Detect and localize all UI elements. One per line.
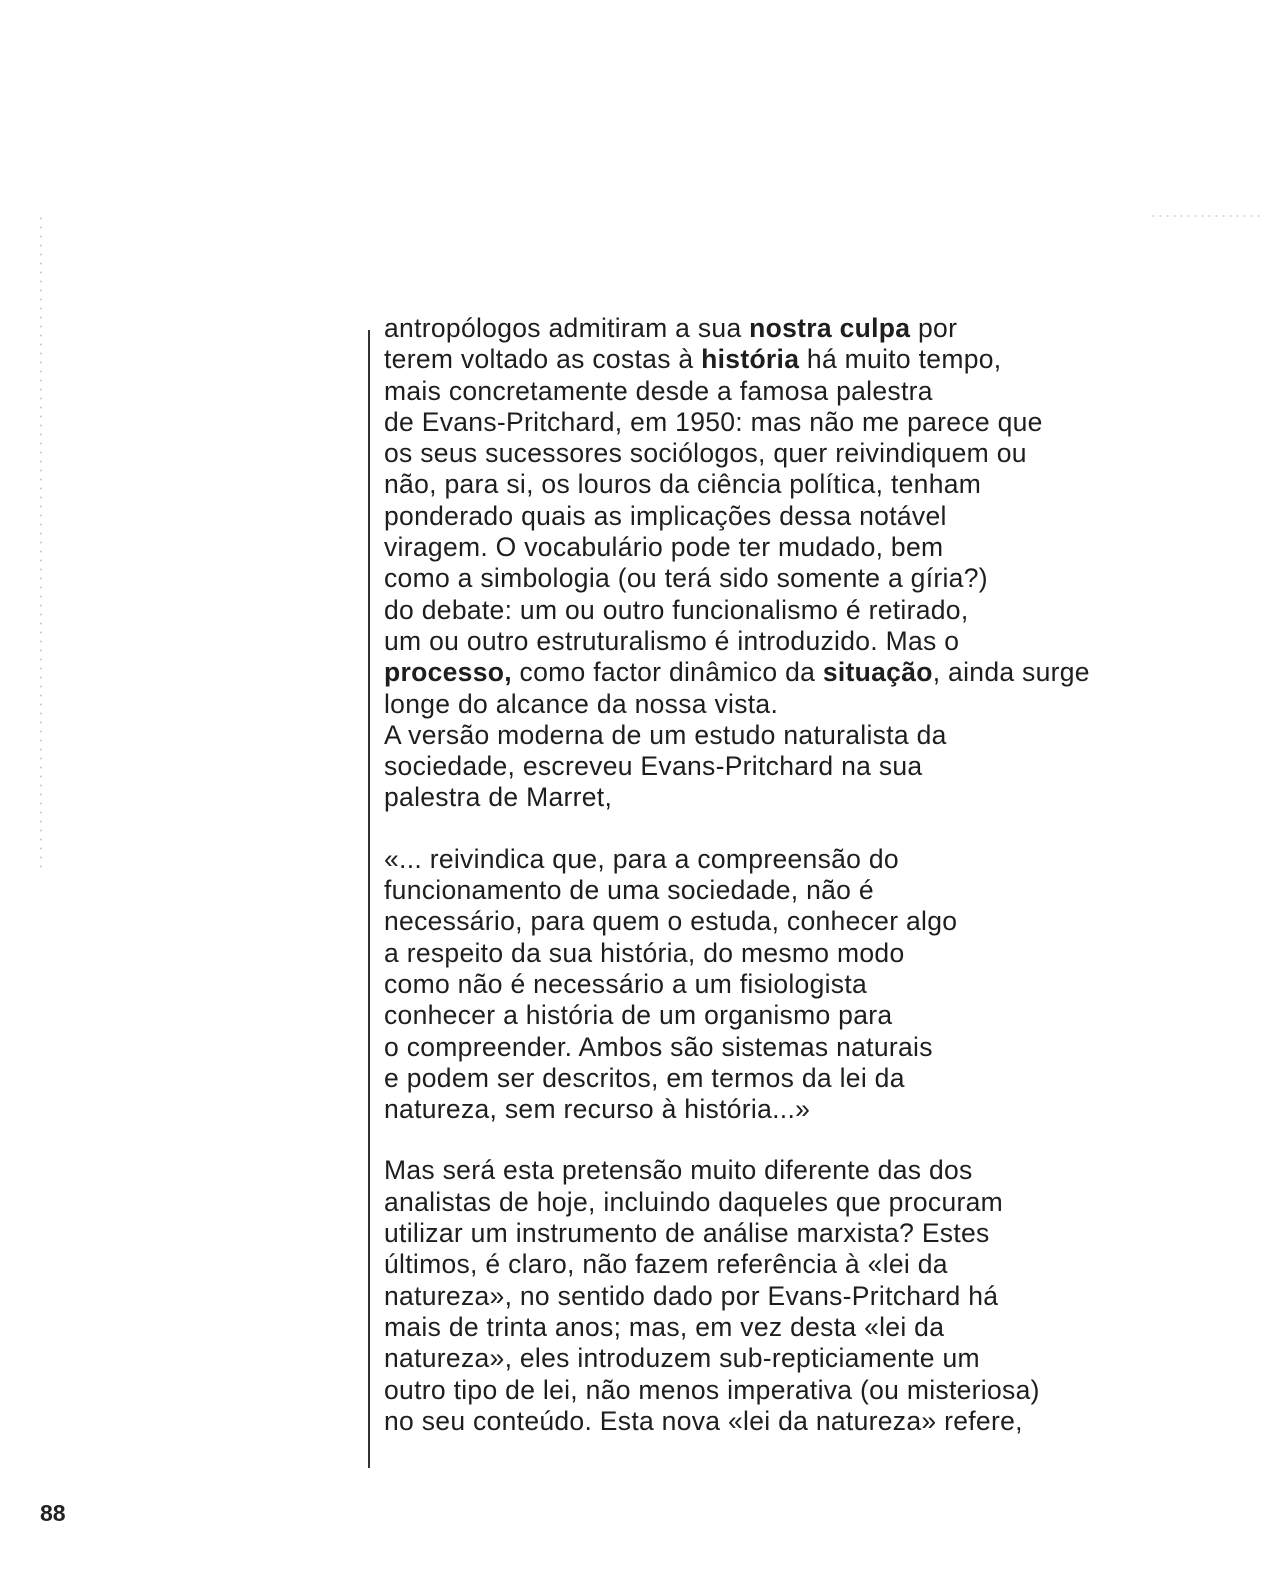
text-span: terem voltado as costas à bbox=[384, 344, 702, 375]
text-line: no seu conteúdo. Esta nova «lei da natureza» refere, bbox=[384, 1405, 1023, 1436]
text-span: há muito tempo, bbox=[799, 344, 1002, 375]
text-line: utilizar um instrumento de análise marxista? Estes bbox=[384, 1218, 990, 1249]
text-line bbox=[384, 344, 1234, 375]
paragraph-3 bbox=[384, 1155, 1234, 1437]
text-span: , ainda surge bbox=[932, 657, 1090, 688]
text-line: sociedade, escreveu Evans-Pritchard na sua bbox=[384, 751, 923, 782]
text-line: mais concretamente desde a famosa palestra bbox=[384, 375, 933, 406]
paragraph-gap bbox=[384, 814, 1234, 844]
text-line: «... reivindica que, para a compreensão do bbox=[384, 843, 899, 874]
emphasis-processo: processo, bbox=[384, 657, 512, 688]
text-span: antropólogos admitiram a sua bbox=[384, 313, 750, 343]
paragraph-2 bbox=[384, 720, 1234, 814]
block-quote bbox=[384, 844, 1234, 1126]
text-line: não, para si, os louros da ciência política, tenham bbox=[384, 469, 982, 500]
text-line: funcionamento de uma sociedade, não é bbox=[384, 875, 874, 906]
paragraph-1 bbox=[384, 313, 1234, 720]
text-line: os seus sucessores sociólogos, quer reivindiquem ou bbox=[384, 438, 1027, 469]
text-line: como a simbologia (ou terá sido somente a gíria?) bbox=[384, 563, 988, 594]
emphasis-nostra-culpa: nostra culpa bbox=[749, 313, 911, 343]
text-column bbox=[384, 313, 1234, 1437]
text-line: conhecer a história de um organismo para bbox=[384, 1000, 893, 1031]
paragraph-gap bbox=[384, 1125, 1234, 1155]
text-line: o compreender. Ambos são sistemas naturais bbox=[384, 1031, 933, 1062]
text-line bbox=[384, 313, 1234, 344]
text-line bbox=[384, 657, 1234, 688]
text-line: do debate: um ou outro funcionalismo é retirado, bbox=[384, 594, 969, 625]
text-line: outro tipo de lei, não menos imperativa (ou misteriosa) bbox=[384, 1374, 1040, 1405]
text-line: como não é necessário a um fisiologista bbox=[384, 968, 868, 999]
emphasis-historia: história bbox=[701, 344, 800, 375]
text-line: últimos, é claro, não fazem referência à «lei da bbox=[384, 1249, 948, 1280]
text-line: necessário, para quem o estuda, conhecer algo bbox=[384, 906, 958, 937]
margin-dot-artifacts bbox=[38, 214, 44, 874]
vertical-rule bbox=[368, 330, 370, 1468]
text-line: e podem ser descritos, em termos da lei da bbox=[384, 1062, 905, 1093]
text-line: viragem. O vocabulário pode ter mudado, bem bbox=[384, 532, 944, 563]
top-dot-artifacts bbox=[1150, 214, 1262, 218]
text-span: como factor dinâmico da bbox=[511, 657, 823, 688]
text-line: natureza», no sentido dado por Evans-Pritchard há bbox=[384, 1280, 999, 1311]
text-line: longe do alcance da nossa vista. bbox=[384, 688, 779, 719]
text-line: natureza», eles introduzem sub-repticiamente um bbox=[384, 1343, 980, 1374]
text-span: por bbox=[910, 313, 958, 343]
text-line: um ou outro estruturalismo é introduzido. Mas o bbox=[384, 625, 960, 656]
page-number: 88 bbox=[40, 1500, 66, 1526]
text-line: analistas de hoje, incluindo daqueles que procuram bbox=[384, 1186, 1004, 1217]
text-line: palestra de Marret, bbox=[384, 782, 613, 813]
text-line: ponderado quais as implicações dessa notável bbox=[384, 500, 947, 531]
emphasis-situacao: situação bbox=[822, 657, 933, 688]
text-line: natureza, sem recurso à história...» bbox=[384, 1094, 811, 1125]
text-line: a respeito da sua história, do mesmo modo bbox=[384, 937, 905, 968]
text-line: de Evans-Pritchard, em 1950: mas não me parece que bbox=[384, 406, 1043, 437]
text-line: mais de trinta anos; mas, em vez desta «lei da bbox=[384, 1311, 945, 1342]
text-line: Mas será esta pretensão muito diferente das dos bbox=[384, 1155, 973, 1186]
text-line: A versão moderna de um estudo naturalista da bbox=[384, 719, 947, 750]
